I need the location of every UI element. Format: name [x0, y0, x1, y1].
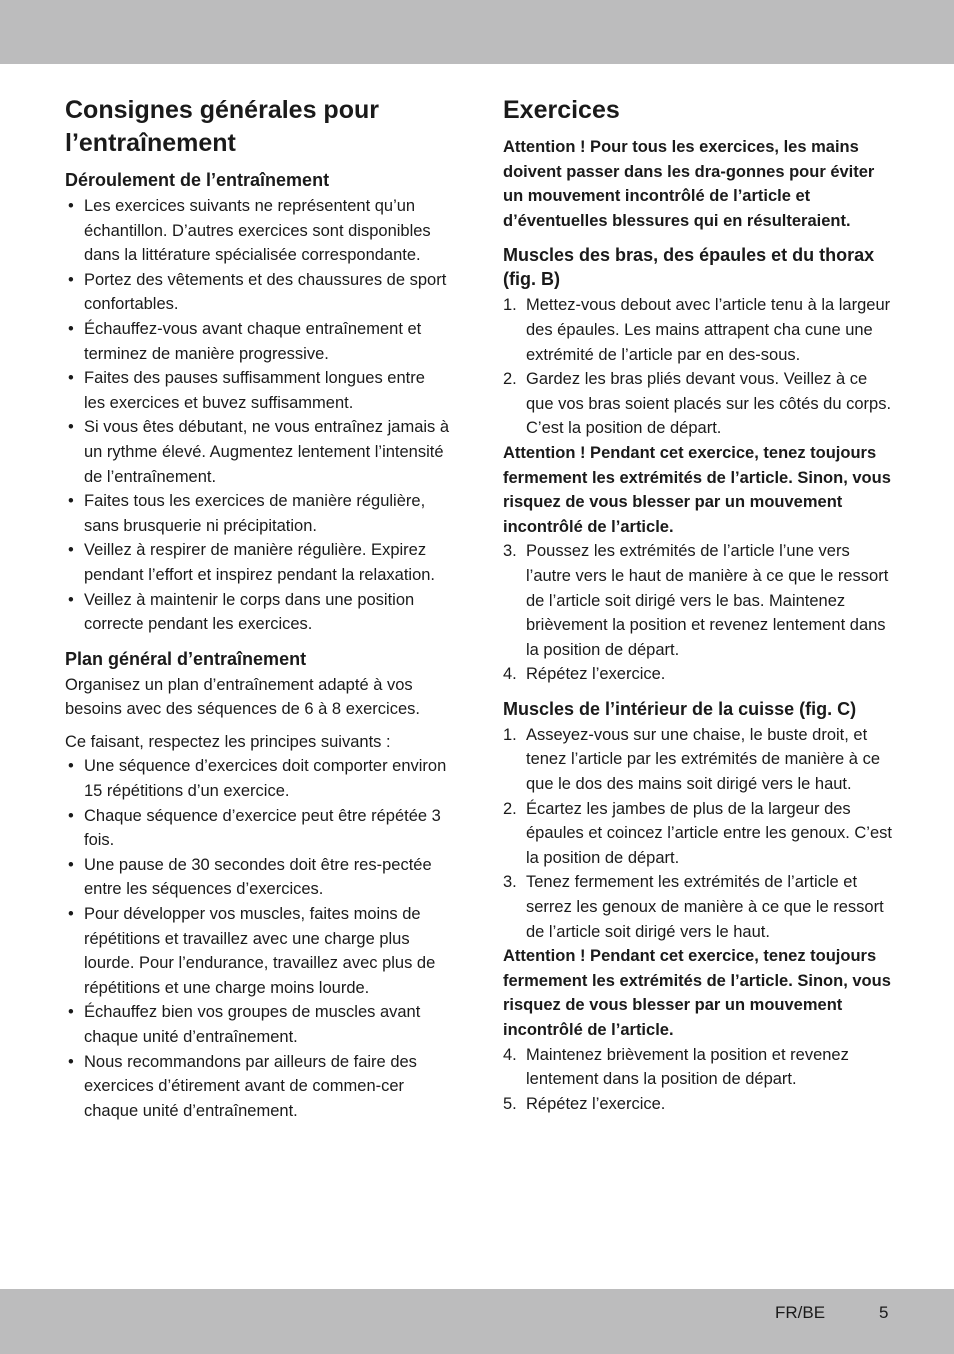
step-number: 4.	[503, 665, 517, 684]
exercise-heading-arms: Muscles des bras, des épaules et du thorax (fig. B)	[503, 245, 875, 290]
list-item: • Les exercices suivants ne représentent qu’un échantillon. D’autres exercices sont disponibles dans la littérature spécialisée correspondante.	[65, 194, 450, 268]
step-text: Gardez les bras pliés devant vous. Veillez à ce que vos bras soient placés sur les côtés du corps. C’est la position de départ.	[526, 370, 892, 438]
step-text: Tenez fermement les extrémités de l’article et serrez les genoux de manière à ce que le ressort de l’article soit dirigé vers le haut.	[526, 873, 884, 941]
page-title: Consignes générales pour l’entraînement	[65, 96, 379, 157]
step-item	[503, 797, 895, 871]
step-item	[503, 662, 895, 687]
list-item: • Échauffez-vous avant chaque entraînement et terminez de manière progressive.	[65, 317, 450, 366]
list-item: • Échauffez bien vos groupes de muscles avant chaque unité d’entraînement.	[65, 1000, 450, 1049]
list-item: • Nous recommandons par ailleurs de faire des exercices d’étirement avant de commen-cer chaque unité d’entraînement.	[65, 1050, 450, 1124]
right-column	[503, 94, 895, 1116]
header-band	[0, 0, 954, 64]
warning-arms: Attention ! Pendant cet exercice, tenez toujours fermement les extrémités de l’article. Sinon, vous risquez de vous blesser par un mouvement incontrôlé de l’article.	[503, 443, 891, 536]
exercise-arms-steps-a	[503, 293, 895, 441]
step-number: 5.	[503, 1094, 517, 1113]
list-item: • Une pause de 30 secondes doit être res-pectée entre les séquences d’exercices.	[65, 853, 450, 902]
exercise-thigh-steps-a	[503, 723, 895, 944]
exercise-thigh-steps-b	[503, 1043, 895, 1117]
step-item	[503, 1092, 895, 1117]
step-number: 1.	[503, 296, 517, 315]
section-heading-training-flow: Déroulement de l’entraînement	[65, 170, 330, 190]
training-principles-list	[65, 754, 450, 1123]
page-number: 5	[879, 1303, 889, 1322]
exercise-arms-steps-b	[503, 539, 895, 687]
list-item: • Veillez à respirer de manière régulière. Expirez pendant l’effort et inspirez pendant la relaxation.	[65, 538, 450, 587]
list-item: • Chaque séquence d’exercice peut être répétée 3 fois.	[65, 804, 450, 853]
step-number: 4.	[503, 1045, 517, 1064]
list-item: • Veillez à maintenir le corps dans une position correcte pendant les exercices.	[65, 588, 450, 637]
step-text: Écartez les jambes de plus de la largeur des épaules et coincez l’article entre les genoux. C’est la position de départ.	[526, 799, 892, 867]
step-item	[503, 870, 895, 944]
step-item	[503, 1043, 895, 1092]
step-number: 1.	[503, 725, 517, 744]
footer-language: FR/BE	[775, 1303, 826, 1322]
step-text: Maintenez brièvement la position et revenez lentement dans la position de départ.	[526, 1045, 849, 1089]
training-plan-intro: Organisez un plan d’entraînement adapté à vos besoins avec des séquences de 6 à 8 exercices.	[65, 675, 420, 719]
list-item: • Une séquence d’exercices doit comporter environ 15 répétitions d’un exercice.	[65, 754, 450, 803]
list-item: • Si vous êtes débutant, ne vous entraînez jamais à un rythme élevé. Augmentez lentement l’intensité de l’entraînement.	[65, 415, 450, 489]
list-item: • Faites des pauses suffisamment longues entre les exercices et buvez suffisamment.	[65, 366, 450, 415]
step-item	[503, 723, 895, 797]
step-number: 3.	[503, 542, 517, 561]
training-flow-list	[65, 194, 450, 637]
step-text: Répétez l’exercice.	[526, 665, 666, 684]
step-text: Mettez-vous debout avec l’article tenu à la largeur des épaules. Les mains attrapent cha cune une extrémité de l’article par en des-sous.	[526, 296, 891, 364]
step-number: 2.	[503, 370, 517, 389]
list-item: • Pour développer vos muscles, faites moins de répétitions et travaillez avec une charge plus lourde. Pour l’endurance, travaillez avec plus de répétitions et une charge moins lourde.	[65, 902, 450, 1000]
exercise-heading-thigh: Muscles de l’intérieur de la cuisse (fig. C)	[503, 698, 857, 719]
step-text: Asseyez-vous sur une chaise, le buste droit, et tenez l’article par les extrémités de manière à ce que le dos des mains soit dirigé vers le haut.	[526, 725, 880, 794]
step-number: 3.	[503, 873, 517, 892]
list-item: • Faites tous les exercices de manière régulière, sans brusquerie ni précipitation.	[65, 489, 450, 538]
section-heading-training-plan: Plan général d’entraînement	[65, 648, 307, 669]
step-item	[503, 293, 895, 367]
step-text: Répétez l’exercice.	[526, 1094, 666, 1113]
step-item	[503, 367, 895, 441]
warning-intro: Attention ! Pour tous les exercices, les mains doivent passer dans les dra-gonnes pour éviter un mouvement incontrôlé de l’article et d’éventuelles blessures qui en résulteraient.	[503, 138, 875, 230]
training-plan-lead: Ce faisant, respectez les principes suivants :	[65, 732, 391, 751]
exercises-title: Exercices	[503, 96, 620, 124]
step-number: 2.	[503, 799, 517, 818]
left-column	[65, 94, 450, 1123]
list-item: • Portez des vêtements et des chaussures de sport confortables.	[65, 268, 450, 317]
step-text: Poussez les extrémités de l’article l’une vers l’autre vers le haut de manière à ce que le ressort de l’article soit dirigé vers le bas. Maintenez brièvement la position et revenez lentement dans la position de départ.	[526, 542, 889, 659]
warning-thigh: Attention ! Pendant cet exercice, tenez toujours fermement les extrémités de l’article. Sinon, vous risquez de vous blesser par un mouvement incontrôlé de l’article.	[503, 947, 891, 1039]
step-item	[503, 539, 895, 662]
